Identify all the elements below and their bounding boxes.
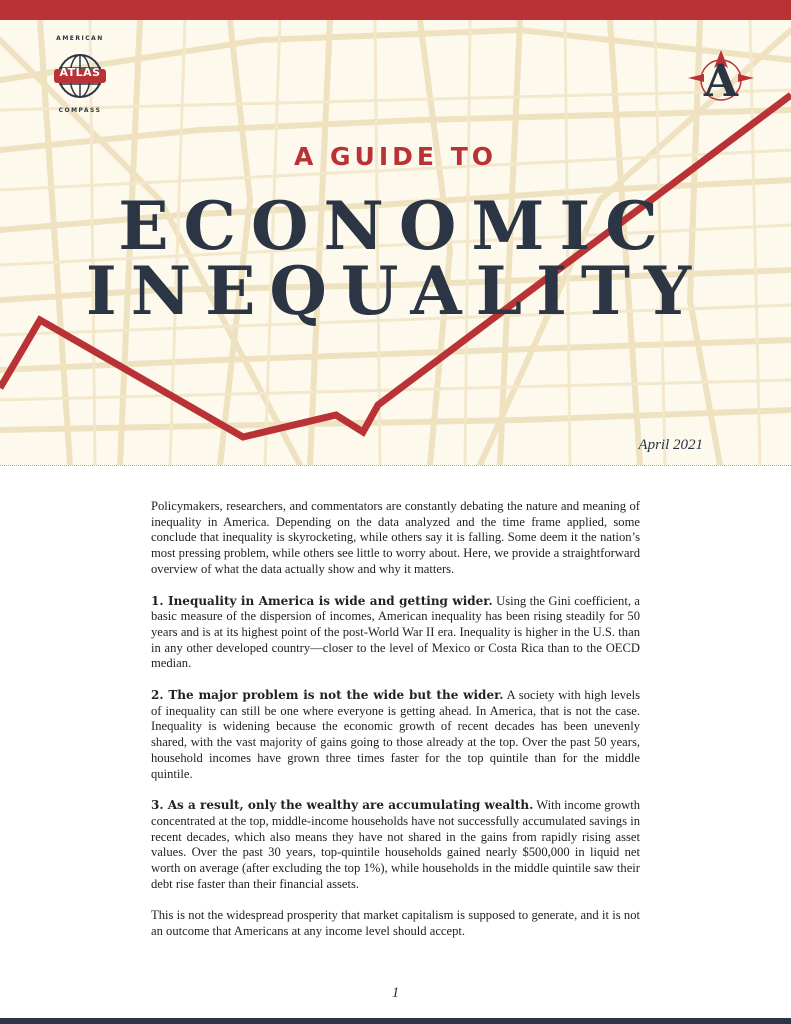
- article-body: [151, 499, 640, 956]
- logo-right-letter: A: [703, 56, 739, 107]
- point-2: [151, 688, 640, 782]
- point-2-text: A society with high levels of inequality can still be one where everyone is getting ahead. In America, that is not the case. Inequality is widening because the economic growth of recent decades has been unevenly shared, with the vast majority of gains going to those already at the top. Over the past 50 years, household incomes have grown three times faster for the top quintile than for the middle quintile.: [151, 688, 640, 781]
- point-1-text: Using the Gini coefficient, a basic measure of the dispersion of incomes, American inequality has been rising steadily for 50 years and is at its highest point of the post-World War II era. Inequality is higher in the U.S. than in any other developed country—closer to the level of Mexico or Costa Rica than to the OECD median.: [151, 593, 640, 671]
- point-3-lead: 3. As a result, only the wealthy are accumulating wealth.: [151, 798, 534, 813]
- point-1: [151, 594, 640, 673]
- closing-paragraph: This is not the widespread prosperity that market capitalism is supposed to generate, and it is not an outcome that Americans at any income level should accept.: [151, 908, 640, 939]
- point-3-text: With income growth concentrated at the top, middle-income households have not successfully accumulated savings in recent decades, which also means they have not shared in the gains from rapidly rising asset values. Over the past 30 years, top-quintile households gained nearly $500,000 in liquid net worth on average (after excluding the top 1%), while households in the middle quintile saw their debt rise faster than their financial assets.: [151, 798, 640, 891]
- point-1-lead: 1. Inequality in America is wide and getting wider.: [151, 593, 493, 608]
- title-line-1: ECONOMIC: [118, 187, 673, 265]
- hero-divider: [0, 465, 791, 466]
- bottom-accent-bar: [0, 1018, 791, 1024]
- intro-paragraph: Policymakers, researchers, and commentators are constantly debating the nature and meaning of inequality in America. Depending on the data analyzed and the time frame applied, some conclude that inequality is skyrocketing, while others say it is falling. Some deem it the nation’s most pressing problem, while others see little to worry about. Here, we provide a straightforward overview of what the data actually show and why it matters.: [151, 499, 640, 576]
- page-number: 1: [391, 985, 400, 1001]
- kicker: A GUIDE TO: [293, 142, 497, 171]
- logo-left-bottom-text: COMPASS: [58, 107, 102, 114]
- title-line-2: INEQUALITY: [85, 252, 706, 330]
- logo-left-top-text: AMERICAN: [56, 35, 104, 42]
- point-3: [151, 798, 640, 892]
- top-accent-bar: [0, 0, 791, 20]
- point-2-lead: 2. The major problem is not the wide but the wider.: [151, 688, 504, 703]
- logo-left-center-text: ATLAS: [59, 66, 101, 79]
- publication-date: April 2021: [638, 437, 703, 453]
- hero-banner: [0, 20, 791, 465]
